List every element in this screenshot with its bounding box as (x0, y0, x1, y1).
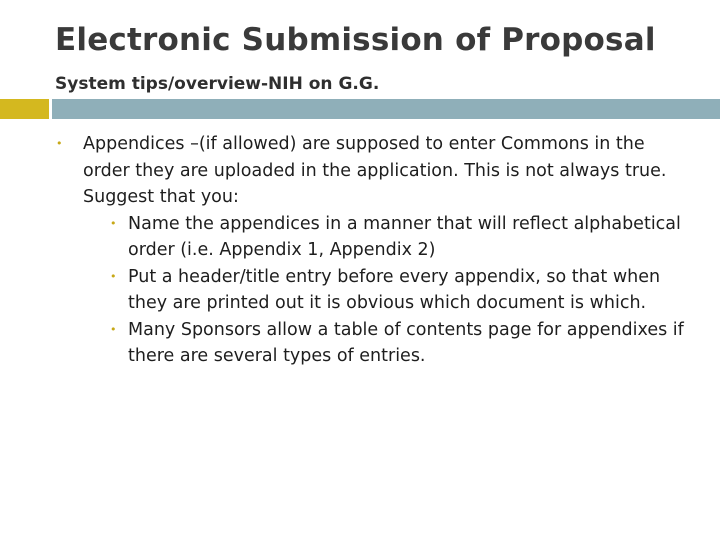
slide-title: Electronic Submission of Proposal (55, 22, 656, 58)
sub-bullet-icon: • (110, 322, 117, 336)
sub-bullet-item (83, 264, 696, 317)
sub-bullet-text: Put a header/title entry before every appendix, so that when they are printed out it is obvious which document is which. (128, 266, 661, 313)
sub-bullet-item (83, 317, 696, 370)
slide-subtitle: System tips/overview-NIH on G.G. (55, 74, 380, 94)
accent-bar-blue (52, 99, 720, 119)
sub-bullet-list (83, 211, 696, 370)
bullet-icon: • (56, 137, 63, 150)
bullet-item (56, 131, 696, 370)
slide-body (56, 131, 696, 370)
sub-bullet-text: Name the appendices in a manner that will reflect alphabetical order (i.e. Appendix 1, Appendix 2) (128, 213, 681, 260)
bullet-text: Appendices –(if allowed) are supposed to enter Commons in the order they are uploaded in the application. This is not always true. Suggest that you: (83, 134, 667, 207)
sub-bullet-text: Many Sponsors allow a table of contents page for appendixes if there are several types of entries. (128, 319, 684, 366)
sub-bullet-icon: • (110, 216, 117, 230)
sub-bullet-item (83, 211, 696, 264)
sub-bullet-icon: • (110, 269, 117, 283)
accent-bar-gold (0, 99, 49, 119)
